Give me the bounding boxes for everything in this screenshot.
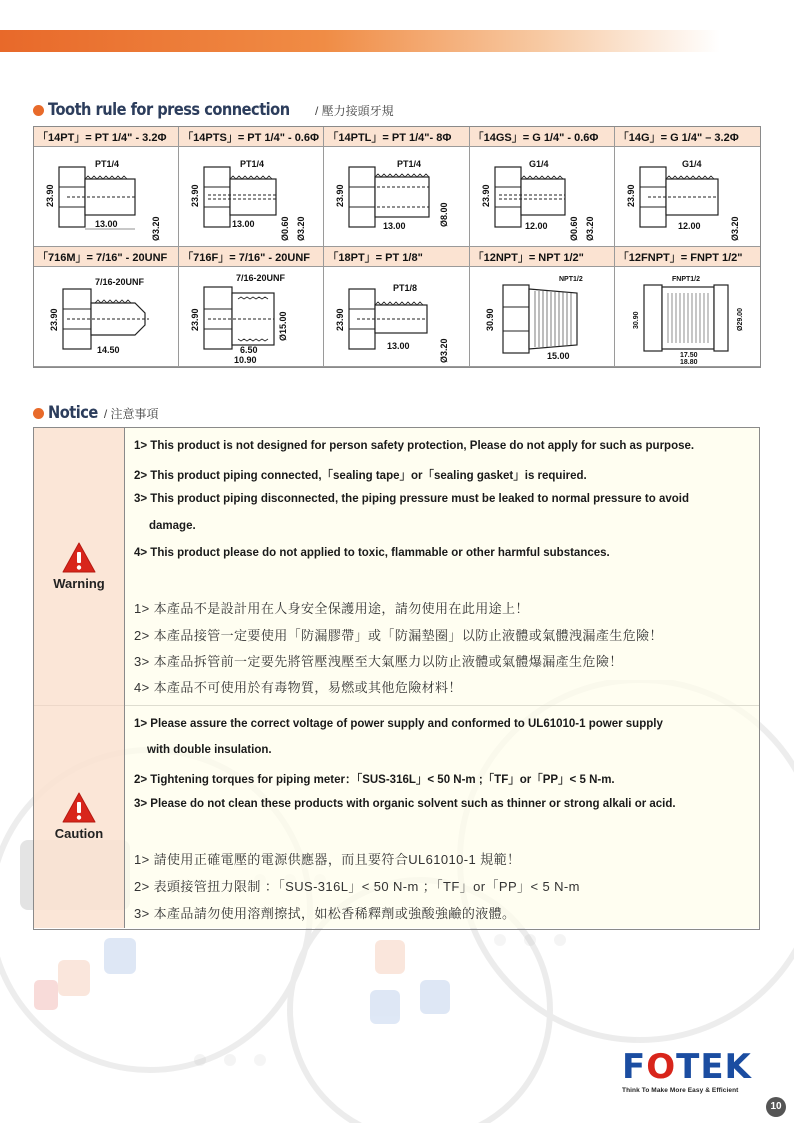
svg-text:Ø0.60: Ø0.60 [568, 215, 579, 241]
svg-text:14.50: 14.50 [97, 344, 120, 355]
caution-en-1: 1> Please assure the correct voltage of power supply and conformed to UL61010-1 power supply [134, 718, 663, 730]
drawing-14pts [179, 147, 324, 247]
svg-text:Ø3.20: Ø3.20 [584, 215, 595, 241]
svg-text:23.90: 23.90 [480, 183, 491, 207]
warning-en-2: 2> This product piping connected,「sealing tape」or「sealing gasket」is required. [134, 470, 587, 482]
warning-en-4: 4> This product please do not applied to toxic, flammable or other harmful substances. [134, 547, 610, 559]
drawing-14gs [470, 147, 615, 247]
logo-tagline: Think To Make More Easy & Efficient [622, 1087, 739, 1094]
page-number: 10 [766, 1097, 786, 1117]
thread-label-12npt: 「12NPT」= NPT 1/2" [470, 247, 615, 267]
thread-label-14pt: 「14PT」= PT 1/4" - 3.2Φ [34, 127, 179, 147]
caution-text [125, 705, 759, 928]
svg-text:Ø8.00: Ø8.00 [439, 201, 450, 227]
svg-text:17.50: 17.50 [680, 351, 698, 359]
svg-text:FNPT1/2: FNPT1/2 [672, 275, 701, 283]
svg-text:Ø3.20: Ø3.20 [296, 215, 307, 241]
notice-heading [33, 403, 159, 423]
svg-text:23.90: 23.90 [335, 183, 346, 207]
tooth-rule-table [33, 126, 761, 368]
svg-text:15.00: 15.00 [546, 350, 570, 361]
svg-text:G1/4: G1/4 [528, 158, 549, 169]
tooth-rule-heading [33, 100, 394, 120]
svg-text:13.00: 13.00 [232, 218, 255, 229]
warning-zh-2: 2> 本產品接管一定要使用「防漏膠帶」或「防漏墊圈」以防止液體或氣體洩漏產生危險！ [134, 628, 663, 643]
svg-text:13.00: 13.00 [387, 340, 411, 351]
notice-title-zh: / 注意事項 [103, 407, 159, 421]
caution-row [34, 705, 759, 928]
svg-text:30.90: 30.90 [484, 307, 495, 331]
svg-text:23.90: 23.90 [49, 307, 60, 331]
thread-label-14ptl: 「14PTL」= PT 1/4"- 8Φ [324, 127, 469, 147]
svg-text:Ø3.20: Ø3.20 [439, 337, 450, 363]
warning-en-3: 3> This product piping disconnected, the piping pressure must be leaked to normal pressure to avoid [134, 493, 689, 505]
svg-text:23.90: 23.90 [335, 307, 346, 331]
thread-label-12fnpt: 「12FNPT」= FNPT 1/2" [615, 247, 760, 267]
drawing-18pt [324, 267, 469, 367]
svg-text:Ø0.60: Ø0.60 [280, 215, 291, 241]
thread-label-716m: 「716M」= 7/16" - 20UNF [34, 247, 179, 267]
svg-text:10.90: 10.90 [234, 354, 257, 365]
warning-en-3-cont: damage. [149, 520, 196, 532]
top-accent-bar [0, 30, 720, 52]
tooth-rule-title: Tooth rule for press connection [48, 100, 290, 120]
notice-table [33, 427, 760, 930]
svg-text:7/16-20UNF: 7/16-20UNF [236, 272, 286, 283]
warning-label-cell [34, 428, 125, 705]
caution-zh-2: 2> 表頭接管扭力限制 ：「SUS-316L」< 50 N-m ；「TF」or「PP」< 5 N-m [134, 879, 580, 894]
caution-label-cell [34, 705, 125, 928]
warning-en-1: 1> This product is not designed for person safety protection, Please do not apply for such as purpose. [134, 440, 695, 452]
caution-label: Caution [54, 826, 104, 841]
notice-title: Notice [48, 403, 98, 423]
drawing-14ptl [324, 147, 469, 247]
svg-text:Ø15.00: Ø15.00 [278, 310, 289, 341]
warning-triangle-icon [62, 542, 96, 574]
svg-text:6.50: 6.50 [240, 344, 258, 355]
svg-text:Ø3.20: Ø3.20 [730, 215, 741, 241]
thread-label-14gs: 「14GS」= G 1/4" - 0.6Φ [470, 127, 615, 147]
thread-label-18pt: 「18PT」= PT 1/8" [324, 247, 469, 267]
svg-text:23.90: 23.90 [190, 183, 201, 207]
drawing-716m [34, 267, 179, 367]
thread-label-14g: 「14G」= G 1/4" – 3.2Φ [615, 127, 760, 147]
warning-zh-1: 1> 本產品不是設計用在人身安全保護用途，請勿使用在此用途上！ [134, 601, 529, 616]
warning-zh-4: 4> 本產品不可使用於有毒物質，易燃或其他危險材料！ [134, 680, 462, 695]
tooth-rule-title-zh: / 壓力接頭牙規 [314, 104, 394, 118]
caution-triangle-icon [62, 792, 96, 824]
drawing-716f [179, 267, 324, 367]
svg-text:13.00: 13.00 [95, 218, 118, 229]
svg-text:12.00: 12.00 [678, 220, 701, 231]
svg-text:13.00: 13.00 [383, 220, 407, 231]
drawing-14g [615, 147, 760, 247]
svg-text:30.90: 30.90 [633, 310, 641, 329]
warning-row [34, 428, 759, 706]
caution-zh-1: 1> 請使用正確電壓的電源供應器，而且要符合UL61010-1 規範！ [134, 852, 521, 867]
svg-text:12.00: 12.00 [524, 220, 548, 231]
caution-en-2: 2> Tightening torques for piping meter：「SUS-316L」< 50 N-m ;「TF」or「PP」< 5 N-m. [134, 774, 615, 786]
thread-label-716f: 「716F」= 7/16" - 20UNF [179, 247, 324, 267]
svg-text:PT1/4: PT1/4 [240, 158, 265, 169]
warning-label: Warning [53, 576, 105, 591]
svg-text:23.90: 23.90 [45, 183, 56, 207]
drawing-12npt [470, 267, 615, 367]
caution-en-1-cont: with double insulation. [147, 744, 272, 756]
svg-text:23.90: 23.90 [190, 307, 201, 331]
drawing-12fnpt [615, 267, 760, 367]
drawing-14pt [34, 147, 179, 247]
svg-text:Ø3.20: Ø3.20 [151, 215, 162, 241]
bullet-icon [33, 408, 44, 419]
warning-text [125, 428, 759, 705]
warning-zh-3: 3> 本產品拆管前一定要先將管壓洩壓至大氣壓力以防止液體或氣體爆漏產生危險！ [134, 654, 623, 669]
svg-text:Ø29.00: Ø29.00 [737, 307, 745, 331]
svg-text:PT1/4: PT1/4 [95, 158, 120, 169]
svg-text:18.80: 18.80 [680, 358, 698, 365]
bullet-icon [33, 105, 44, 116]
svg-text:NPT1/2: NPT1/2 [558, 275, 583, 283]
svg-text:PT1/8: PT1/8 [393, 282, 418, 293]
caution-en-3: 3> Please do not clean these products with organic solvent such as thinner or strong alkali or acid. [134, 798, 676, 810]
fotek-logo: FOTEK [622, 1047, 752, 1087]
thread-label-14pts: 「14PTS」= PT 1/4" - 0.6Φ [179, 127, 324, 147]
svg-text:23.90: 23.90 [626, 183, 637, 207]
caution-zh-3: 3> 本產品請勿使用溶劑擦拭，如松香稀釋劑或強酸強鹼的液體。 [134, 906, 516, 921]
svg-text:PT1/4: PT1/4 [397, 158, 422, 169]
svg-text:G1/4: G1/4 [682, 158, 702, 169]
svg-text:7/16-20UNF: 7/16-20UNF [95, 276, 145, 287]
